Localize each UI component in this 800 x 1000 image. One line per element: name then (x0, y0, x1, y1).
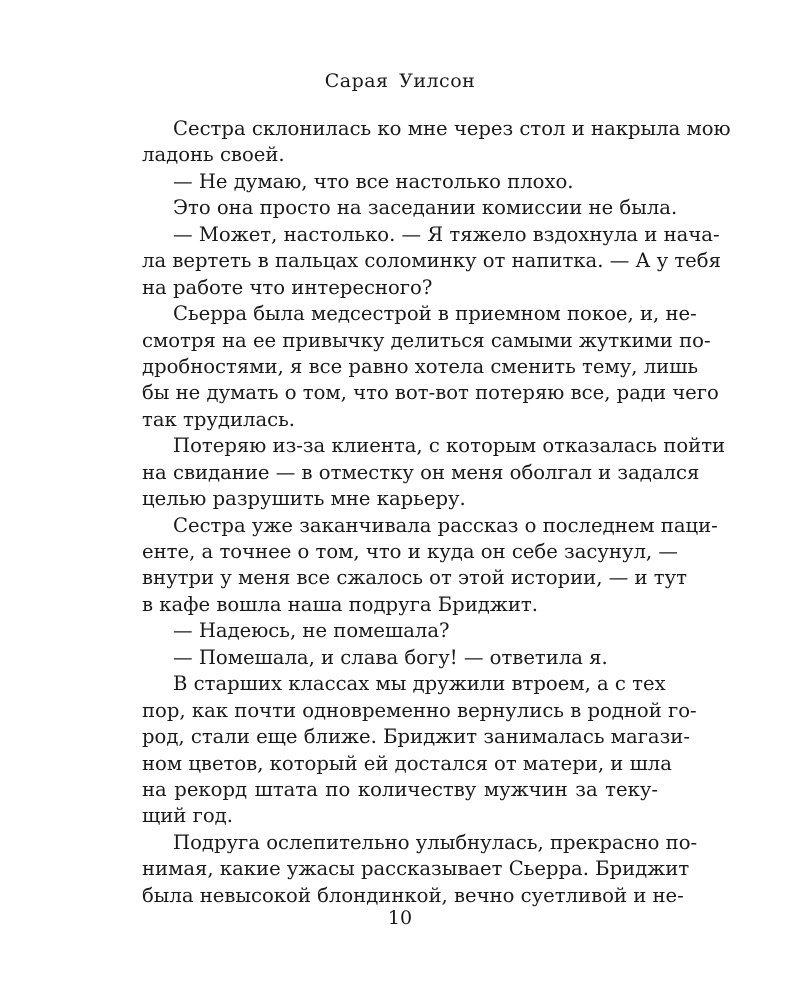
text-line: енте, а точнее о том, что и куда он себе засунул, — (142, 540, 678, 563)
text-line: на работе что интересного? (142, 275, 433, 299)
text-line: бы не думать о том, что вот-вот потеряю все, ради чего (142, 381, 719, 405)
text-line: Потеряю из-за клиента, с которым отказалась пойти (173, 434, 726, 458)
text-line: ла вертеть в пальцах соломинку от напитка. — А у тебя (142, 249, 721, 273)
text-line: нимая, какие ужасы рассказывает Сьерра. Бриджит (142, 857, 690, 881)
text-line: пор, как почти одновременно вернулись в родной го- (142, 698, 697, 722)
text-line: ладонь своей. (142, 143, 285, 167)
text-line: так трудилась. (142, 407, 296, 431)
text-line: щий год. (142, 804, 233, 828)
text-line: Сестра уже заканчивала рассказ о последнем паци- (173, 513, 718, 537)
text-line: — Помешала, и слава богу! — ответила я. (173, 645, 608, 669)
running-head: Сарая Уилсон (324, 70, 476, 92)
text-line: — Надеюсь, не помешала? (173, 619, 450, 643)
text-line: целью разрушить мне карьеру. (142, 487, 466, 511)
text-line: на рекорд штата по количеству мужчин за теку- (142, 777, 658, 801)
text-line: внутри у меня все сжалось от этой истории, — и тут (142, 566, 688, 590)
text-line: род, стали еще ближе. Бриджит занималась магази- (142, 725, 690, 749)
text-line: Сестра склонилась ко мне через стол и накрыла мою (173, 117, 731, 140)
text-line: дробностями, я все равно хотела сменить тему, лишь (142, 354, 699, 378)
text-line: была невысокой блондинкой, вечно суетливой и не- (142, 883, 684, 907)
text-line: в кафе вошла наша подруга Бриджит. (142, 592, 538, 616)
text-line: Это она просто на заседании комиссии не была. (173, 196, 678, 220)
text-line: на свидание — в отместку он меня оболгал и задался (142, 460, 700, 484)
body-text (142, 116, 731, 909)
page-number: 10 (387, 907, 413, 929)
text-line: Подруга ослепительно улыбнулась, прекрасно по- (173, 830, 698, 854)
text-line: Сьерра была медсестрой в приемном покое, и, не- (173, 302, 697, 326)
text-line: В старших классах мы дружили втроем, а с тех (173, 672, 666, 696)
text-line: смотря на ее привычку делиться самыми жуткими по- (142, 328, 711, 352)
text-line: — Не думаю, что все настолько плохо. (173, 169, 574, 193)
text-line: ном цветов, который ей достался от матери, и шла (142, 751, 672, 775)
text-line: — Может, настолько. — Я тяжело вздохнула и нача- (173, 222, 720, 246)
